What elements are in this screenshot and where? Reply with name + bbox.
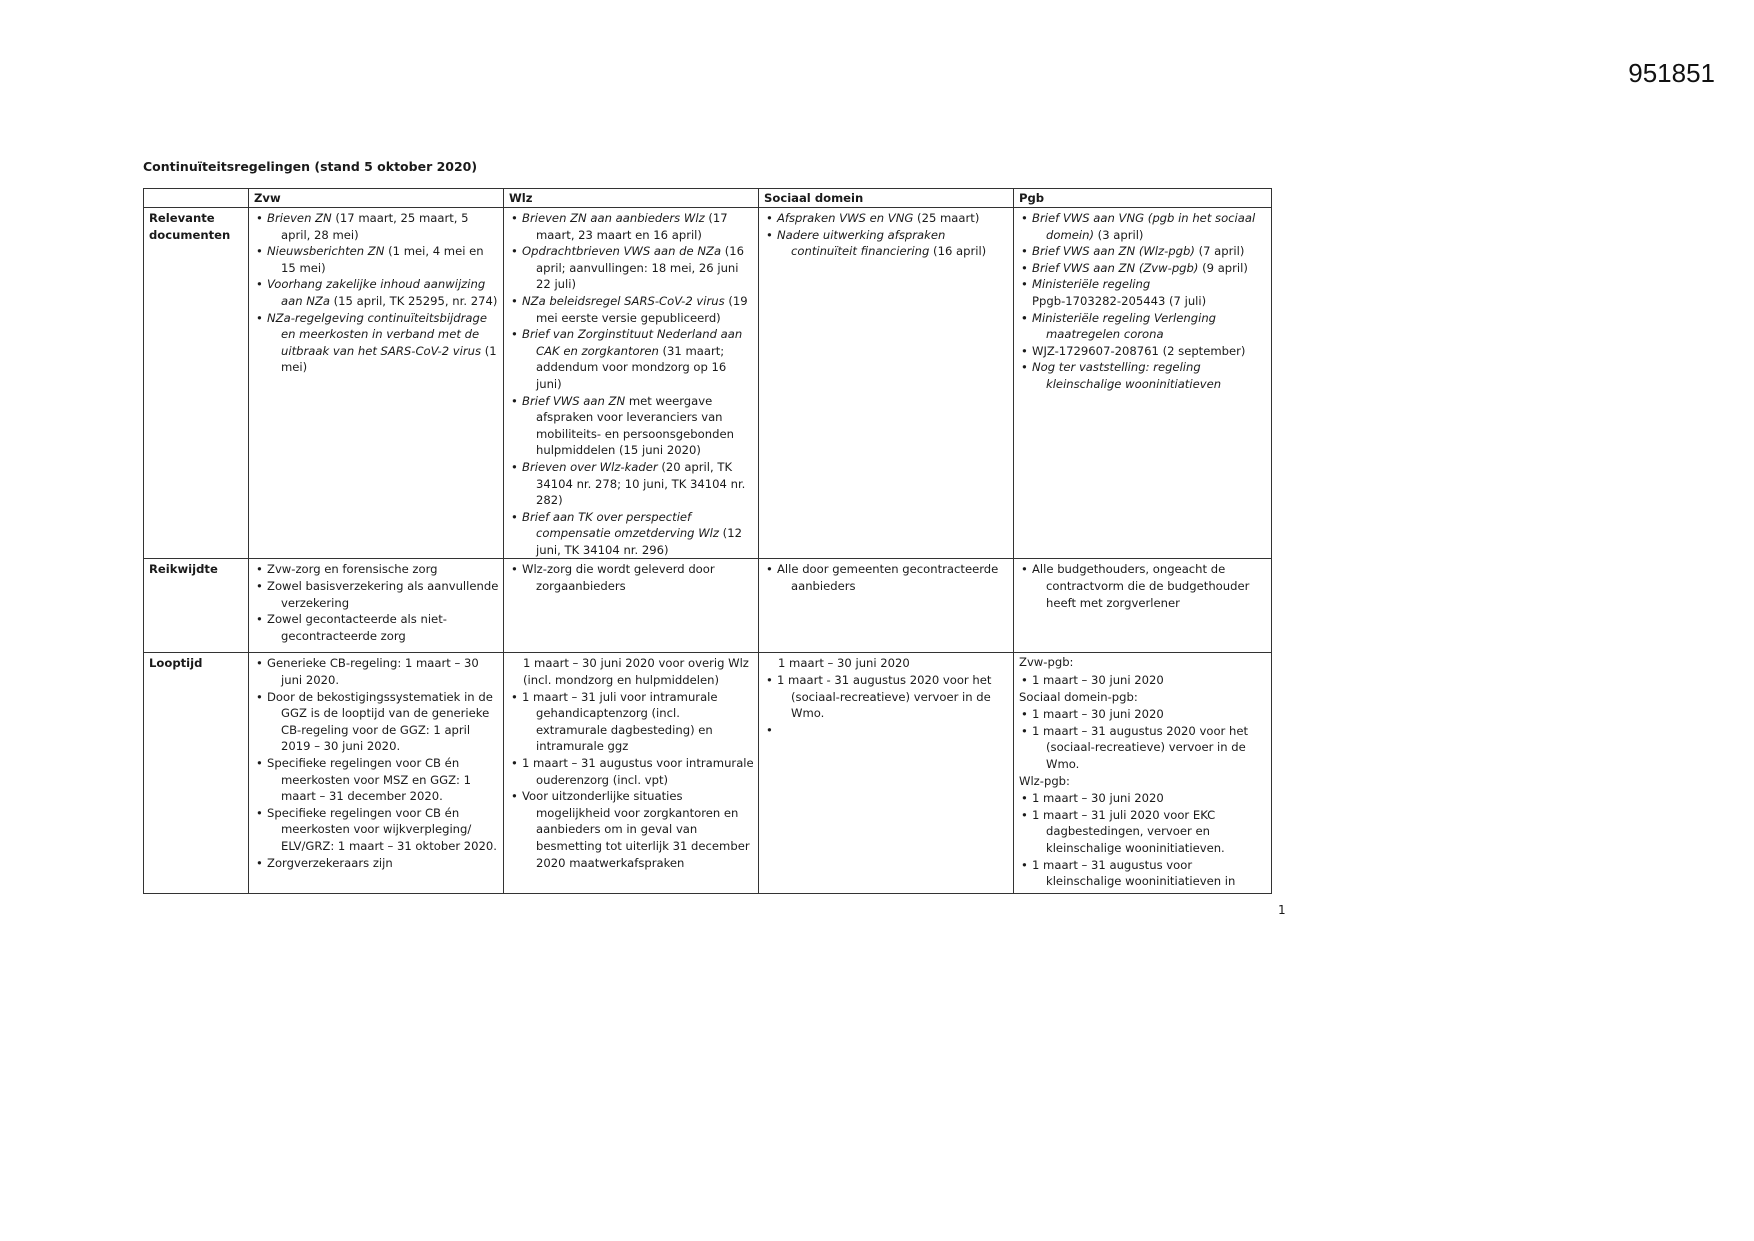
list-item: • Brief van Zorginstituut Nederland aan CAK en zorgkantoren (31 maart; addendum voor mondzorg op 16 juni) xyxy=(509,326,754,392)
list-item: • Nog ter vaststelling: regeling kleinschalige wooninitiatieven xyxy=(1019,359,1267,392)
list-item: • NZa beleidsregel SARS-CoV-2 virus (19 mei eerste versie gepubliceerd) xyxy=(509,293,754,326)
document-title: Continuïteitsregelingen (stand 5 oktober 2020) xyxy=(143,159,478,174)
list-item: • Specifieke regelingen voor CB én meerkosten voor MSZ en GGZ: 1 maart – 31 december 2020. xyxy=(254,755,499,805)
list-item: • Nieuwsberichten ZN (1 mei, 4 mei en 15 mei) xyxy=(254,243,499,276)
cell-relevante-pgb xyxy=(1014,208,1272,559)
list-item: • Brieven ZN aan aanbieders Wlz (17 maart, 23 maart en 16 april) xyxy=(509,210,754,243)
cell-looptijd-wlz xyxy=(504,653,759,894)
list-item: • 1 maart – 31 augustus 2020 voor het (sociaal-recreatieve) vervoer in de Wmo. xyxy=(1019,723,1267,773)
list-item: • Afspraken VWS en VNG (25 maart) xyxy=(764,210,1009,227)
list-item: • 1 maart – 31 augustus voor intramurale ouderenzorg (incl. vpt) xyxy=(509,755,754,788)
list-item: • Zowel basisverzekering als aanvullende verzekering xyxy=(254,578,499,611)
list-item: • 1 maart – 30 juni 2020 xyxy=(1019,706,1267,723)
list-item: • Brief VWS aan ZN (Zvw-pgb) (9 april) xyxy=(1019,260,1267,277)
cell-looptijd-pgb xyxy=(1014,653,1272,894)
row-looptijd xyxy=(144,653,1272,894)
list-item: • Brieven ZN (17 maart, 25 maart, 5 april, 28 mei) xyxy=(254,210,499,243)
list-item: • Zorgverzekeraars zijn xyxy=(254,855,499,872)
list-item: • NZa-regelgeving continuïteitsbijdrage en meerkosten in verband met de uitbraak van het SARS-CoV-2 virus (1 mei) xyxy=(254,310,499,376)
list-item: • Opdrachtbrieven VWS aan de NZa (16 april; aanvullingen: 18 mei, 26 juni 22 juli) xyxy=(509,243,754,293)
list-item: • WJZ-1729607-208761 (2 september) xyxy=(1019,343,1267,360)
header-pgb: Pgb xyxy=(1014,189,1272,208)
list-item: • 1 maart – 30 juni 2020 xyxy=(1019,790,1267,807)
list-item: • Door de bekostigingssystematiek in de GGZ is de looptijd van de generieke CB-regeling voor de GGZ: 1 april 2019 – 30 juni 2020. xyxy=(254,689,499,755)
continuity-table xyxy=(143,188,1272,894)
subheading-sociaal-pgb: Sociaal domein-pgb: xyxy=(1019,689,1138,704)
subheading-wlz-pgb: Wlz-pgb: xyxy=(1019,773,1070,788)
list-item: • Zowel gecontacteerde als niet-gecontracteerde zorg xyxy=(254,611,499,644)
cell-reikwijdte-pgb xyxy=(1014,559,1272,653)
cell-relevante-sociaal xyxy=(759,208,1014,559)
list-item: • Brief aan TK over perspectief compensatie omzetderving Wlz (12 juni, TK 34104 nr. 296) xyxy=(509,509,754,559)
list-item: • Voor uitzonderlijke situaties mogelijkheid voor zorgkantoren en aanbieders om in geval van besmetting tot uiterlijk 31 december 2020 maatwerkafspraken xyxy=(509,788,754,871)
cell-reikwijdte-zvw xyxy=(249,559,504,653)
list-item: • Specifieke regelingen voor CB én meerkosten voor wijkverpleging/ ELV/GRZ: 1 maart – 31 oktober 2020. xyxy=(254,805,499,855)
list-item: • Ministeriële regeling Verlenging maatregelen corona xyxy=(1019,310,1267,343)
list-item-intro: 1 maart – 30 juni 2020 voor overig Wlz (incl. mondzorg en hulpmiddelen) xyxy=(523,656,749,688)
row-label-reikwijdte: Reikwijdte xyxy=(144,559,249,653)
header-wlz: Wlz xyxy=(504,189,759,208)
subheading-zvw-pgb: Zvw-pgb: xyxy=(1019,655,1074,670)
cell-looptijd-sociaal xyxy=(759,653,1014,894)
list-item: • Alle budgethouders, ongeacht de contractvorm die de budgethouder heeft met zorgverlener xyxy=(1019,561,1267,611)
row-reikwijdte xyxy=(144,559,1272,653)
cell-reikwijdte-sociaal xyxy=(759,559,1014,653)
page-number: 1 xyxy=(1278,903,1286,917)
list-item: • 1 maart – 30 juni 2020 xyxy=(1019,672,1267,689)
header-zvw: Zvw xyxy=(249,189,504,208)
list-item-intro: 1 maart – 30 juni 2020 xyxy=(778,656,910,671)
header-sociaal-domein: Sociaal domein xyxy=(759,189,1014,208)
list-item: • Wlz-zorg die wordt geleverd door zorgaanbieders xyxy=(509,561,754,594)
list-item-continuation: Ppgb-1703282-205443 (7 juli) xyxy=(1032,293,1207,308)
list-item: • 1 maart - 31 augustus 2020 voor het (sociaal-recreatieve) vervoer in de Wmo. xyxy=(764,672,1009,722)
cell-relevante-wlz xyxy=(504,208,759,559)
list-item: • Brieven over Wlz-kader (20 april, TK 34104 nr. 278; 10 juni, TK 34104 nr. 282) xyxy=(509,459,754,509)
list-item: • Brief VWS aan ZN met weergave afspraken voor leveranciers van mobiliteits- en persoonsgebonden hulpmiddelen (15 juni 2020) xyxy=(509,393,754,459)
list-item: • 1 maart – 31 augustus voor kleinschalige wooninitiatieven in xyxy=(1019,857,1267,890)
list-item: • 1 maart – 31 juli 2020 voor EKC dagbestedingen, vervoer en kleinschalige wooninitiatieven. xyxy=(1019,807,1267,857)
list-item: • Brief VWS aan ZN (Wlz-pgb) (7 april) xyxy=(1019,243,1267,260)
row-relevante-documenten xyxy=(144,208,1272,559)
list-item: • Generieke CB-regeling: 1 maart – 30 juni 2020. xyxy=(254,655,499,688)
header-empty xyxy=(144,189,249,208)
header-row xyxy=(144,189,1272,208)
row-label-relevante: Relevante documenten xyxy=(144,208,249,559)
list-item: • Ministeriële regeling xyxy=(1019,276,1267,293)
list-item: • Alle door gemeenten gecontracteerde aanbieders xyxy=(764,561,1009,594)
cell-relevante-zvw xyxy=(249,208,504,559)
list-item: • Voorhang zakelijke inhoud aanwijzing aan NZa (15 april, TK 25295, nr. 274) xyxy=(254,276,499,309)
row-label-looptijd: Looptijd xyxy=(144,653,249,894)
list-item: • Zvw-zorg en forensische zorg xyxy=(254,561,499,578)
list-item: • 1 maart – 31 juli voor intramurale gehandicaptenzorg (incl. extramurale dagbesteding) en intramurale ggz xyxy=(509,689,754,755)
cell-looptijd-zvw xyxy=(249,653,504,894)
list-item: • Brief VWS aan VNG (pgb in het sociaal domein) (3 april) xyxy=(1019,210,1267,243)
list-item: • Nadere uitwerking afspraken continuïteit financiering (16 april) xyxy=(764,227,1009,260)
cell-reikwijdte-wlz xyxy=(504,559,759,653)
document-number: 951851 xyxy=(1628,58,1715,88)
